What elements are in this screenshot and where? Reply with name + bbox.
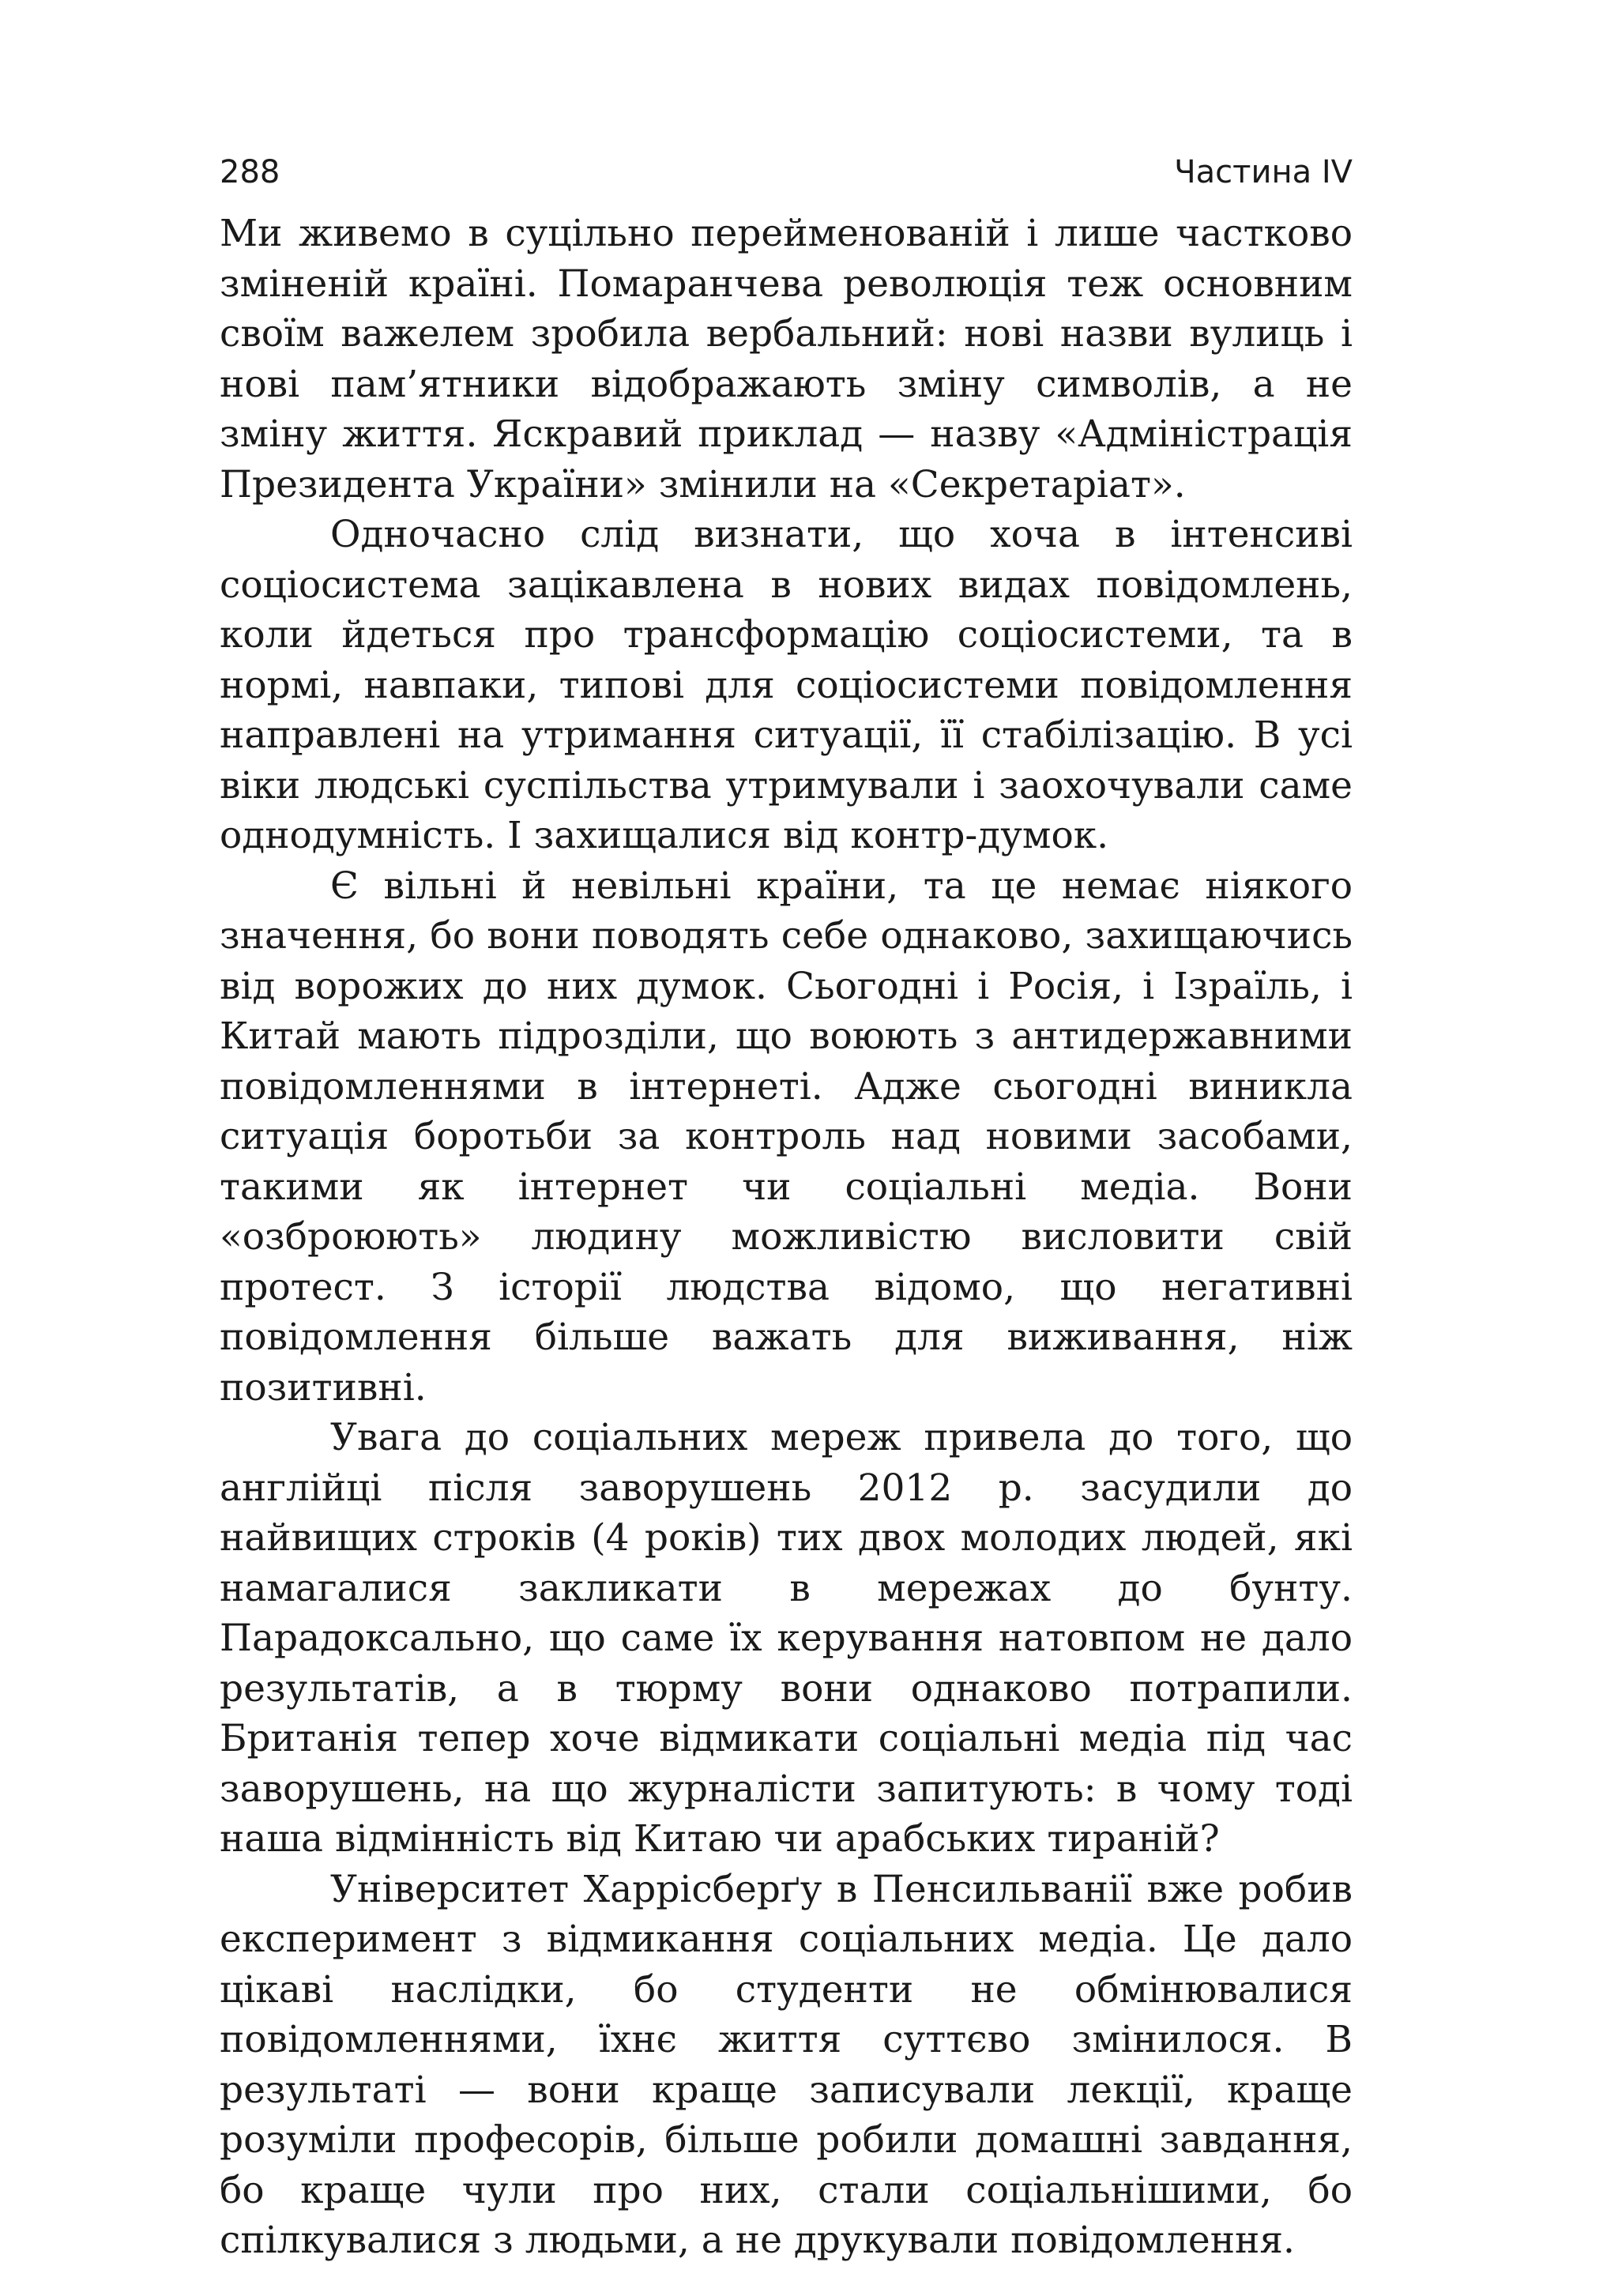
paragraph-3: Є вільні й невільні країни, та це немає ніякого значення, бо вони поводять себе однаково, захищаючись від ворожих до них думок. Сьогодні і Росія, і Ізраїль, і Китай мають підрозділи, що воюють з антидержавними повідомленнями в інтернеті. Адже сьогодні виникла ситуація боротьби за контроль над новими засобами, такими як інтернет чи соціальні медіа. Вони «озброюють» людину можливістю висловити свій протест. З історії людства відомо, що негативні повідомлення більше важать для виживання, ніж позитивні. xyxy=(220,864,1353,1410)
running-header xyxy=(220,149,1353,196)
paragraph-2: Одночасно слід визнати, що хоча в інтенсиві соціосистема зацікавлена в нових видах повідомлень, коли йдеться про трансформацію соціосистеми, та в нормі, навпаки, типові для соціосистеми повідомлення направлені на утримання ситуації, її стабілізацію. В усі віки людські суспільства утримували і заохочували саме однодумність. І захищалися від контр-думок. xyxy=(220,513,1353,857)
paragraph-5: Університет Харрісберґу в Пенсильванії вже робив експеримент з відмикання соціальних медіа. Це дало цікаві наслідки, бо студенти не обмінювалися повідомленнями, їхнє життя суттєво змінилося. В результаті — вони краще записували лекції, краще розуміли професорів, більше робили домашні завдання, бо краще чули про них, стали соціальнішими, бо спілкувалися з людьми, а не друкували повідомлення. xyxy=(220,1867,1353,2262)
body-text xyxy=(220,209,1353,2266)
page-number: 288 xyxy=(220,154,280,190)
paragraph-4: Увага до соціальних мереж привела до того, що англійці після заворушень 2012 р. засудили до найвищих строків (4 років) тих двох молодих людей, які намагалися закликати в мережах до бунту. Парадоксально, що саме їх керування натовпом не дало результатів, а в тюрму вони однаково потрапили. Британія тепер хоче відмикати соціальні медіа під час заворушень, на що журналісти запитують: в чому тоді наша відмінність від Китаю чи арабських тираній? xyxy=(220,1416,1353,1861)
paragraph-1: Ми живемо в суцільно перейменованій і лише частково зміненій країні. Помаранчева революція теж основним своїм важелем зробила вербальний: нові назви вулиць і нові пам’ятники відображають зміну символів, а не зміну життя. Яскравий приклад — назву «Адміністрація Президента України» змінили на «Секретаріат». xyxy=(220,212,1353,506)
section-title: Частина IV xyxy=(1174,154,1353,190)
